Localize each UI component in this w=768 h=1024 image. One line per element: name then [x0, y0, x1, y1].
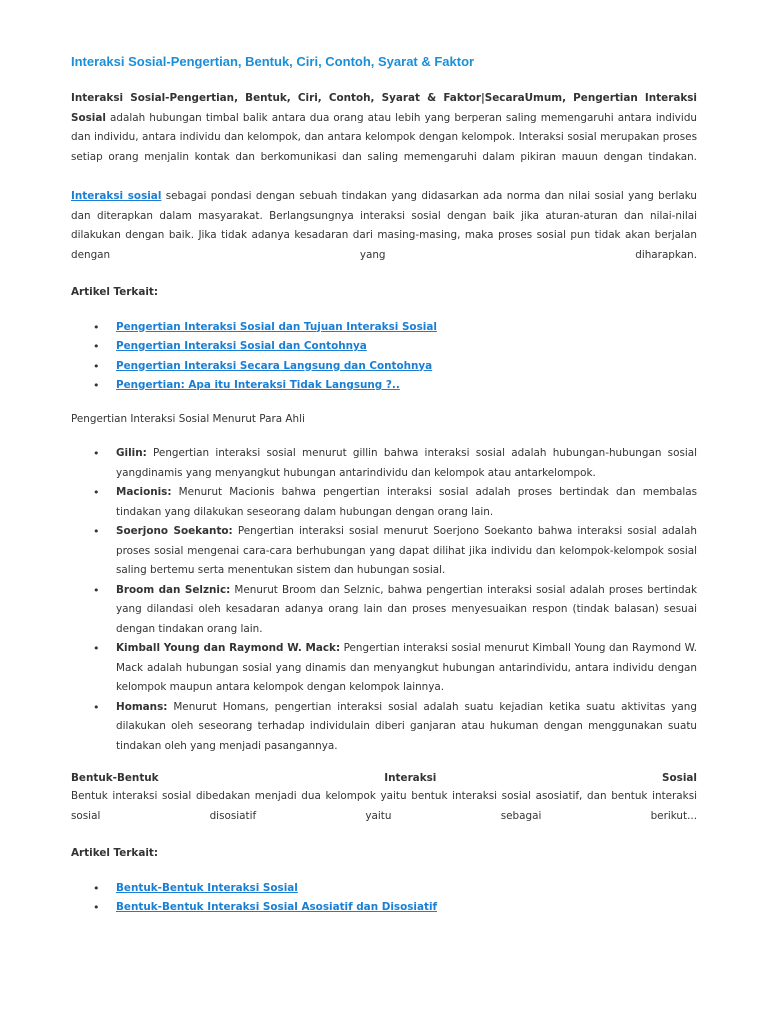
related-link-6[interactable]: Bentuk-Bentuk Interaksi Sosial Asosiatif dan Disosiatif	[116, 901, 438, 913]
expert-text: Menurut Macionis bahwa pengertian interaksi sosial adalah proses bertindak dan membalas tindakan yang dilakukan seseorang dalam hubungan dengan orang lain.	[116, 486, 697, 518]
related-link-2[interactable]: Pengertian Interaksi Sosial dan Contohnya	[116, 340, 367, 352]
list-item	[71, 581, 697, 640]
intro-paragraph	[71, 89, 697, 167]
bentuk-paragraph: Bentuk interaksi sosial dibedakan menjadi dua kelompok yaitu bentuk interaksi sosial asosiatif, dan bentuk interaksi sosial disosiatif yaitu sebagai berikut...	[71, 790, 697, 822]
expert-text: Menurut Broom dan Selznic, bahwa pengertian interaksi sosial adalah proses bertindak yang dilandasi oleh kesadaran adanya orang lain dan proses menyesuaikan respon (tindak balasan) sesuai dengan tindakan orang lain.	[116, 583, 697, 635]
list-item	[71, 483, 697, 522]
experts-heading: Pengertian Interaksi Sosial Menurut Para Ahli	[71, 412, 305, 425]
expert-text: Pengertian interaksi sosial menurut Kimball Young dan Raymond W. Mack adalah hubungan sosial yang dinamis dan menyangkut hubungan antarindividu, antara individu dengan kelompok maupun antara kelompok dengan kelompok lainnya.	[116, 642, 698, 693]
interaksi-sosial-link[interactable]: Interaksi sosial	[71, 190, 162, 202]
expert-name: Kimball Young dan Raymond W. Mack:	[116, 642, 341, 654]
article-body	[71, 89, 697, 918]
list-item	[71, 376, 697, 396]
intro-text: adalah hubungan timbal balik antara dua orang atau lebih yang berperan saling memengaruhi antara individu dan individu, antara individu dan kelompok, dan antara kelompok dengan kelompok. Interaksi sosial merupakan proses setiap orang menjalin kontak dan berkomunikasi dan saling memengaruhi dalam pikiran mauun dengan tindakan.	[71, 111, 697, 163]
expert-name: Soerjono Soekanto:	[116, 525, 233, 537]
list-item	[71, 898, 697, 918]
list-item	[71, 318, 697, 338]
related-articles-label: Artikel Terkait:	[71, 286, 159, 298]
expert-text: Pengertian interaksi sosial menurut Soerjono Soekanto bahwa interaksi sosial adalah proses sosial mengenai cara-cara berhubungan yang dapat dilihat jika individu dan kelompok-kelompok sosial saling bertemu serta menentukan sistem dan hubungan sosial.	[116, 525, 697, 576]
related-articles-label-2: Artikel Terkait:	[71, 847, 159, 859]
bentuk-heading: Bentuk-Bentuk Interaksi Sosial	[71, 772, 697, 784]
list-item	[71, 337, 697, 357]
expert-name: Homans:	[116, 700, 168, 713]
article-title: Interaksi Sosial-Pengertian, Bentuk, Ciri, Contoh, Syarat & Faktor	[71, 54, 475, 69]
experts-list	[71, 444, 697, 756]
related-link-5[interactable]: Bentuk-Bentuk Interaksi Sosial	[116, 881, 298, 894]
related-articles-list	[71, 318, 697, 396]
list-item	[71, 444, 697, 483]
related-link-4[interactable]: Pengertian: Apa itu Interaksi Tidak Langsung ?..	[116, 379, 400, 391]
expert-name: Gilin:	[116, 447, 147, 459]
second-paragraph	[71, 187, 697, 265]
expert-text: Pengertian interaksi sosial menurut gillin bahwa interaksi sosial adalah hubungan-hubungan sosial yangdinamis yang menyangkut hubungan antarindividu dan kelompok atau antarkelompok.	[116, 447, 697, 479]
expert-name: Broom dan Selznic:	[116, 583, 231, 596]
list-item	[71, 357, 697, 377]
related-link-3[interactable]: Pengertian Interaksi Secara Langsung dan Contohnya	[116, 359, 433, 372]
expert-text: Menurut Homans, pengertian interaksi sosial adalah suatu kejadian ketika suatu aktivitas yang dilakukan oleh seseorang terhadap individulain diberi ganjaran atau hukuman dengan menggunakan suatu tindakan oleh yang menjadi pasangannya.	[116, 700, 697, 752]
intro-bold-lead: Interaksi Sosial-Pengertian, Bentuk, Ciri, Contoh, Syarat & Faktor|SecaraUmum, Pengertian Interaksi Sosial	[71, 92, 697, 124]
related-articles-list-2	[71, 879, 697, 918]
expert-name: Macionis:	[116, 486, 172, 498]
list-item	[71, 639, 697, 698]
second-paragraph-text: sebagai pondasi dengan sebuah tindakan yang didasarkan ada norma dan nilai sosial yang berlaku dan diterapkan dalam masyarakat. Berlangsungnya interaksi sosial dengan baik jika aturan-aturan dan nilai-nilai dilakukan dengan baik. Jika tidak adanya kesadaran dari masing-masing, maka proses sosial pun tidak akan berjalan dengan yang diharapkan.	[71, 190, 697, 261]
list-item	[71, 698, 697, 757]
list-item	[71, 879, 697, 899]
related-link-1[interactable]: Pengertian Interaksi Sosial dan Tujuan Interaksi Sosial	[116, 320, 437, 333]
list-item	[71, 522, 697, 581]
